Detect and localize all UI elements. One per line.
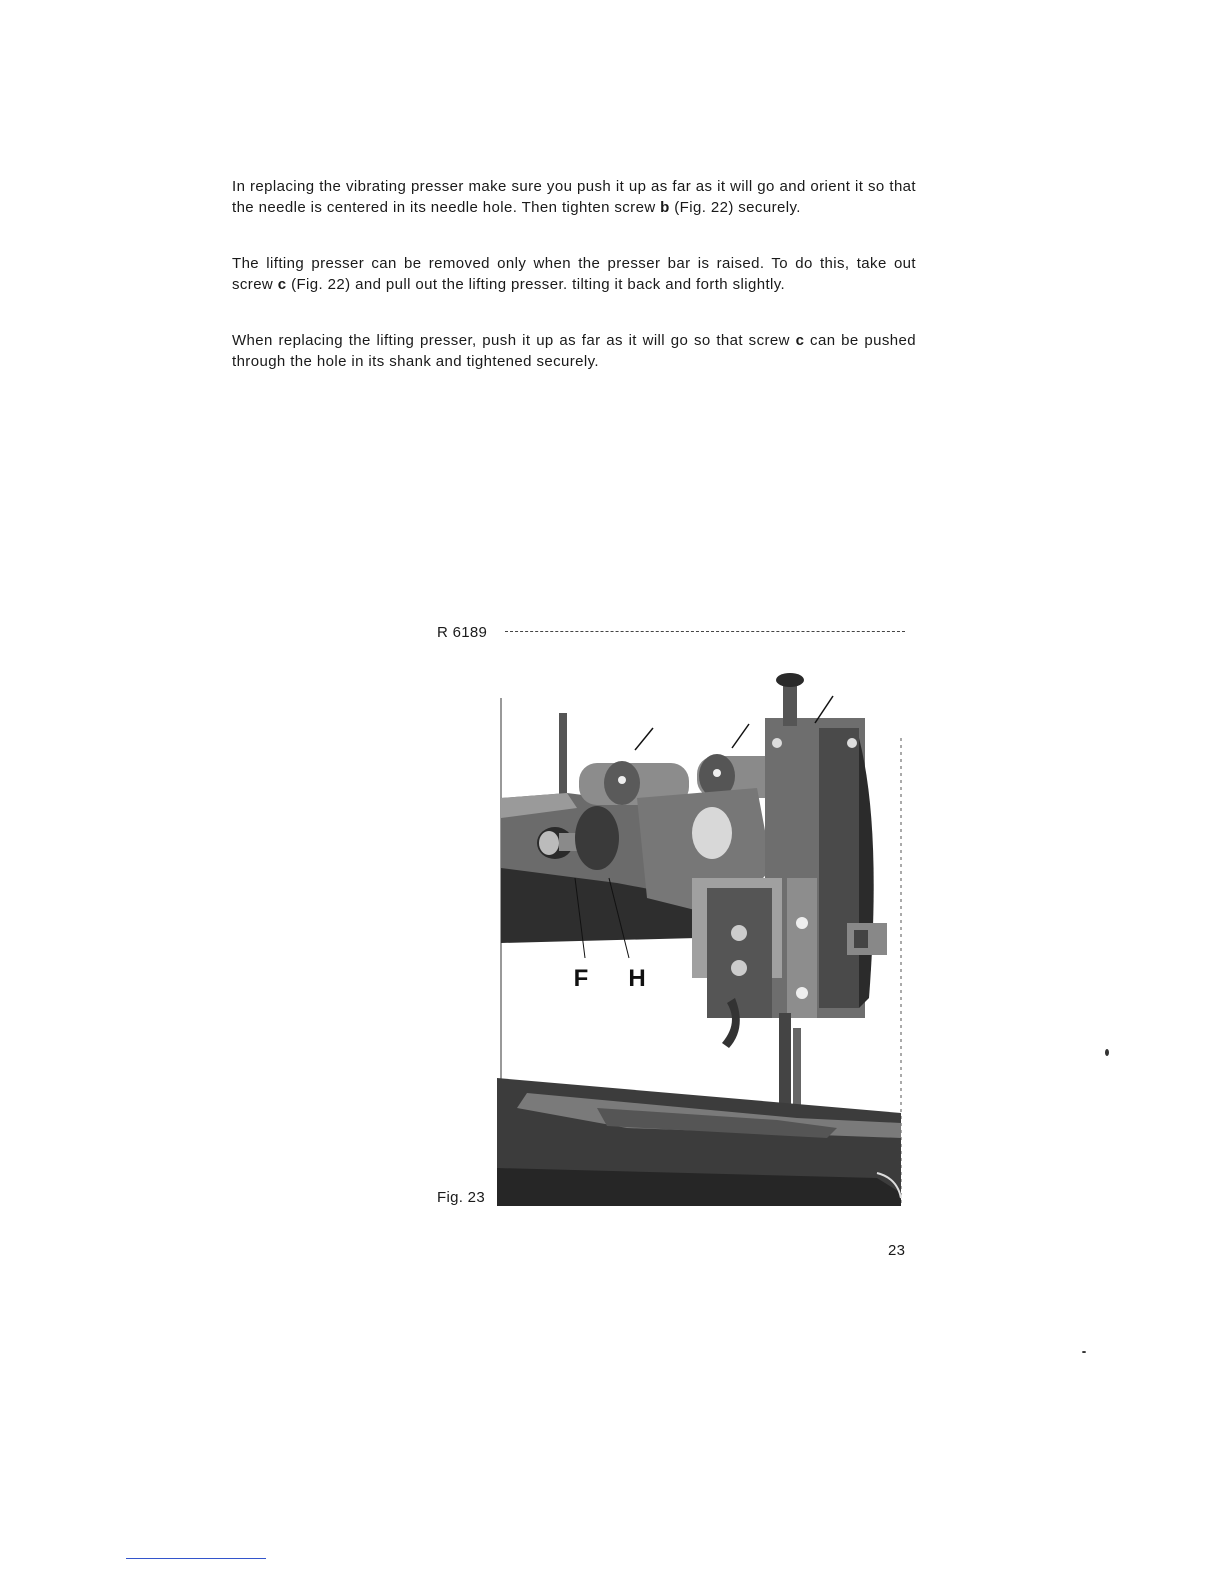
paragraph-lifting-presser-removal: The lifting presser can be removed only when the presser bar is raised. To do this, take out screw c (Fig. 22) and pull out the lifting presser. tilting it back and forth slightly. — [232, 255, 916, 293]
screw-c-label-2: c — [795, 332, 805, 349]
reference-rule — [505, 631, 905, 632]
screw-c-label: c — [277, 276, 287, 293]
paragraph-lifting-presser-replacing: When replacing the lifting presser, push it up as far as it will go so that screw c can be pushed through the hole in its shank and tightened securely. — [232, 332, 916, 370]
figure-reference-code: R 6189 — [437, 624, 488, 641]
sewing-machine-photo — [497, 668, 903, 1206]
paragraph-vibrating-presser: In replacing the vibrating presser make sure you push it up as far as it will go and orient it so that the needle is centered in its needle hole. Then tighten screw b (Fig. 22) securely. — [232, 178, 916, 216]
callout-F: F — [573, 965, 589, 992]
bottom-rule — [126, 1558, 266, 1559]
scan-speck — [1082, 1351, 1086, 1353]
callout-H: H — [628, 965, 646, 992]
page-number: 23 — [888, 1242, 906, 1259]
screw-b-label: b — [660, 199, 670, 216]
scan-speck — [1105, 1049, 1109, 1056]
figure-caption: Fig. 23 — [437, 1189, 485, 1206]
